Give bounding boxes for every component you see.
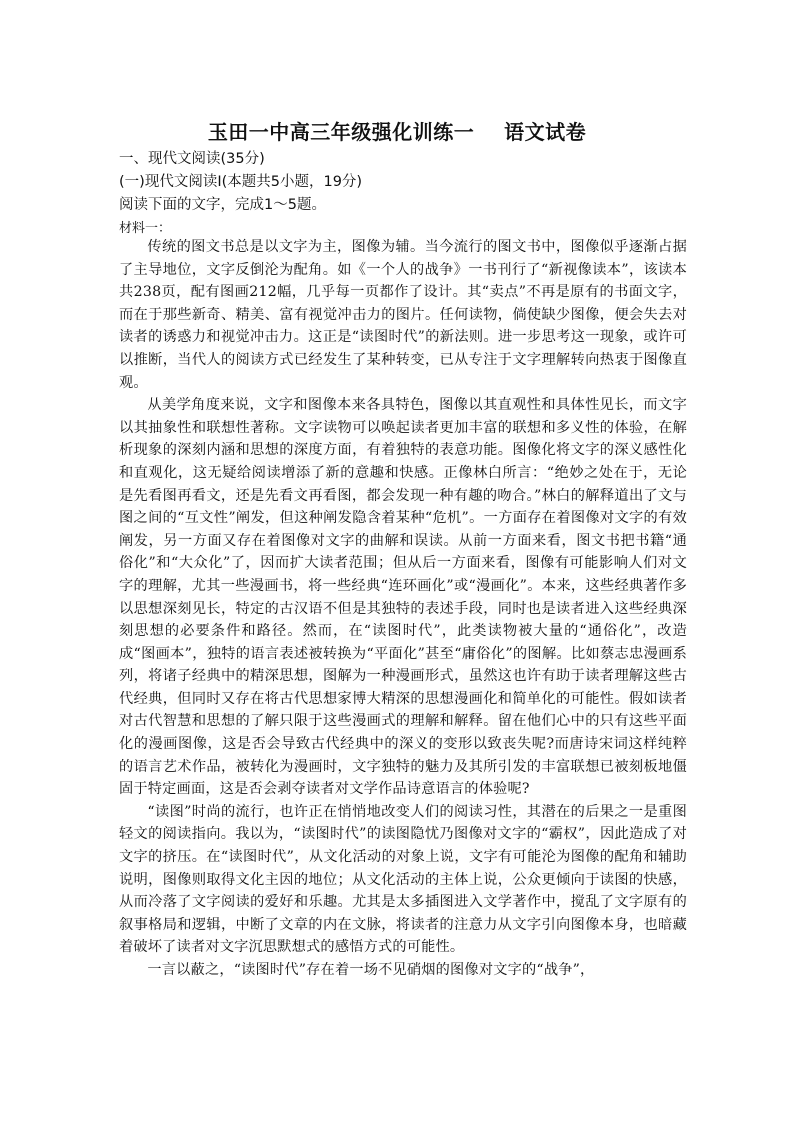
reading-instruction: 阅读下面的文字，完成1～5题。	[119, 197, 326, 213]
article-body	[119, 236, 687, 982]
paragraph-4: 一言以蔽之，“读图时代”存在着一场不见硝烟的图像对文字的“战争”，	[147, 962, 595, 978]
paragraph-3: “读图”时尚的流行，也许正在悄悄地改变人们的阅读习性，其潜在的后果之一是重图轻文的阅读指向。我以为，“读图时代”的读图隐忧乃图像对文字的“霸权”，因此造成了对文字的挤压。在“读图时代”，从文化活动的对象上说，文字有可能沦为图像的配角和辅助说明，图像则取得文化主因的地位；从文化活动的主体上说，公众更倾向于读图的快感，从而冷落了文字阅读的爱好和乐趣。尤其是太多插图进入文学著作中，搅乱了文字原有的叙事格局和逻辑，中断了文章的内在文脉，将读者的注意力从文字引向图像本身，也暗藏着破坏了读者对文字沉思默想式的感悟方式的可能性。	[119, 803, 687, 956]
paragraph-1: 传统的图文书总是以文字为主，图像为辅。当今流行的图文书中，图像似乎逐渐占据了主导地位，文字反倒沦为配角。如《一个人的战争》一书刊行了“新视像读本”，该读本共238页，配有图画212幅，几乎每一页都作了设计。其“卖点”不再是原有的书面文字，而在于那些新奇、精美、富有视觉冲击力的图片。任何读物，倘使缺少图像，便会失去对读者的诱惑力和视觉冲击力。这正是“读图时代”的新法则。进一步思考这一现象，或许可以推断，当代人的阅读方式已经发生了某种转变，已从专注于文字理解转向热衷于图像直观。	[119, 239, 687, 391]
paragraph-2: 从美学角度来说，文字和图像本来各具特色，图像以其直观性和具体性见长，而文字以其抽象性和联想性著称。文字读物可以唤起读者更加丰富的联想和多义性的体验，在解析现象的深刻内涵和思想的深度方面，有着独特的表意功能。图像化将文字的深义感性化和直观化，这无疑给阅读增添了新的意趣和快感。正像林白所言：“绝妙之处在于，无论是先看图再看文，还是先看文再看图，都会发现一种有趣的吻合。”林白的解释道出了文与图之间的“互文性”阐发，但这种阐发隐含着某种“危机”。一方面存在着图像对文字的有效阐发，另一方面又存在着图像对文字的曲解和误读。从前一方面来看，图文书把书籍“通俗化”和“大众化”了，因而扩大读者范围；但从后一方面来看，图像有可能影响人们对文字的理解，尤其一些漫画书，将一些经典“连环画化”或“漫画化”。本来，这些经典著作多以思想深刻见长，特定的古汉语不但是其独特的表述手段，同时也是读者进入这些经典深刻思想的必要条件和路径。然而，在“读图时代”，此类读物被大量的“通俗化”，改造成“图画本”，独特的语言表述被转换为“平面化”甚至“庸俗化”的图解。比如蔡志忠漫画系列，将诸子经典中的精深思想，图解为一种漫画形式，虽然这也许有助于读者理解这些古代经典，但同时又存在将古代思想家博大精深的思想漫画化和简单化的可能性。假如读者对古代智慧和思想的了解只限于这些漫画式的理解和解释。留在他们心中的只有这些平面化的漫画图像，这是否会导致古代经典中的深义的变形以致丧失呢?而唐诗宋词这样纯粹的语言艺术作品，被转化为漫画时，文字独特的魅力及其所引发的丰富联想已被刻板地僵固于特定画面，这是否会剥夺读者对文学作品诗意语言的体验呢?	[119, 397, 687, 798]
exam-title: 玉田一中高三年级强化训练一 语文试卷	[207, 120, 587, 144]
section-heading: 一、现代文阅读(35分)	[119, 151, 265, 167]
material-label: 材料一：	[119, 221, 172, 236]
subsection-heading: (一)现代文阅读Ⅰ(本题共5小题，19分)	[119, 174, 363, 190]
